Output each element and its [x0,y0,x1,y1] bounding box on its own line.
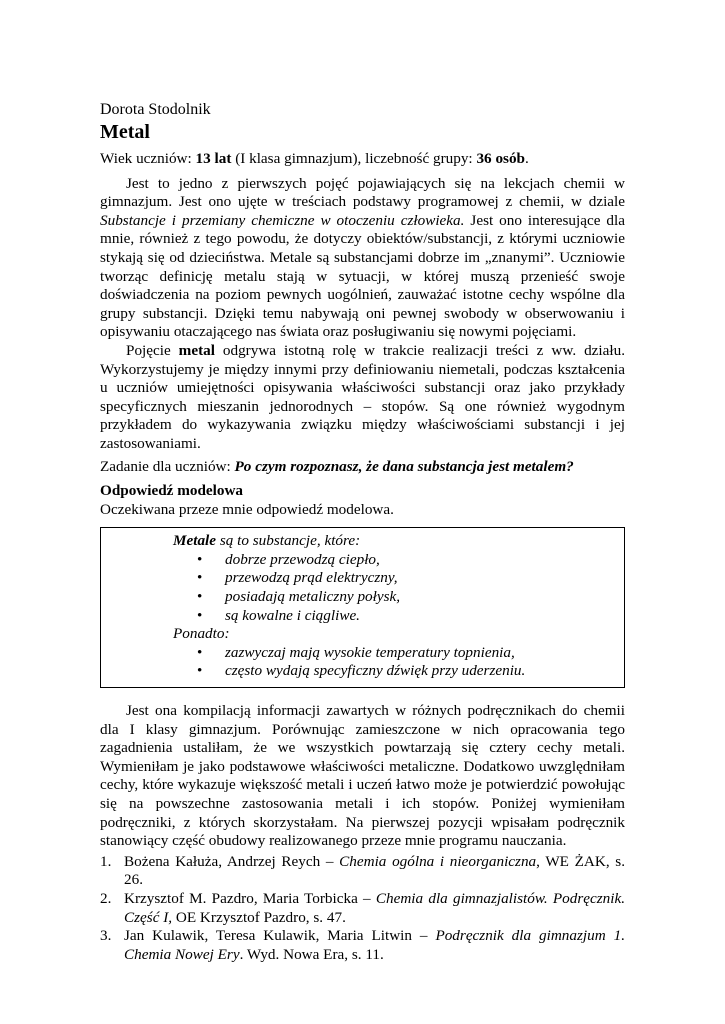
reference-publisher: OE Krzysztof Pazdro, s. 47. [172,908,346,926]
author-name: Dorota Stodolnik [100,101,211,118]
model-answer-box [100,527,625,688]
analysis-paragraph: Jest ona kompilacją informacji zawartych w różnych podręcznikach do chemii dla I klasy gimnazjum. Porównując zamieszczone w nich opracowania tego zagadnienia ustaliłam, że we wszystkich powtarzają się cztery cechy metali. Wymieniłam je jako podstawowe właściwości metaliczne. Dodatkowo uwzględniłam cechy, które wykazuje większość metali i uczeń łatwo może je potwierdzić powołując się na powszechne zastosowania metali i ich stopów. Poniżej wymieniłam podręczniki, z których skorzystałam. Na pierwszej pozycji wpisałam podręcznik stanowiący część obudowy realizowanego przeze mnie programu nauczania. [100,702,625,850]
document-title: Metal [100,121,150,143]
document-content [100,100,625,964]
list-item [197,550,614,570]
meta-end: . [524,150,529,167]
reference-number: 2. [100,889,112,907]
model-extra-list [173,644,614,681]
task-question: Po czym rozpoznasz, że dana substancja jest metalem? [234,457,574,475]
list-item [197,662,614,681]
list-item-text: posiadają metaliczny połysk, [225,588,401,606]
intro-p1-section-name: Substancje i przemiany chemiczne w otoczeniu człowieka. [100,211,465,229]
reference-item [100,927,625,964]
model-heading: Odpowiedź modelowa [100,482,244,500]
list-item [197,643,614,663]
model-subheading: Oczekiwana przeze mnie odpowiedź modelowa. [100,500,394,518]
list-item-text: często wydają specyficzny dźwięk przy uderzeniu. [225,662,526,680]
model-property-list [173,551,614,625]
list-item [197,588,614,607]
meta-age-value: 13 lat [195,150,232,167]
bullet-icon: • [197,662,203,680]
list-item [197,569,614,588]
reference-title: Chemia ogólna i nieorganiczna [339,852,537,870]
model-extra-label: Ponadto: [173,625,230,643]
list-item [197,606,614,626]
reference-number: 3. [100,927,112,945]
intro-p1-text-b: Jest ono interesujące dla mnie, również z tego powodu, że dotyczy obiektów/substancji, z którymi uczniowie stykają się od dzieciństwa. Metale są substancjami dobrze im „znanymi”. Uczniowie tworząc definicję metalu stają w sytuacji, w której muszą przenieść swoje doświadczenia na poziom pewnych uogólnień, zauważać istotne cechy wspólne dla grupy substancji. Dzięki temu nabywają oni pewnej swobody w obserwowaniu i opisywaniu otaczającego nas świata oraz posługiwaniu się nowymi pojęciami. [100,211,625,341]
reference-number: 1. [100,852,112,870]
intro-p1-text-a: Jest to jedno z pierwszych pojęć pojawiających się na lekcjach chemii w gimnazjum. Jest ono ujęte w treściach podstawy programowej z chemii, w dziale [100,174,625,211]
model-lead-text: są to substancje, które: [216,532,361,550]
meta-age-label: Wiek uczniów: [100,150,196,167]
model-lead [173,532,614,551]
reference-authors: Krzysztof M. Pazdro, Maria Torbicka – [124,889,376,907]
reference-title: Podręcznik dla gimnazjum 1. Chemia Nowej Ery [124,927,626,963]
intro-paragraph-1 [100,175,625,342]
bullet-icon: • [197,606,203,624]
task-label: Zadanie dla uczniów: [100,457,235,475]
reference-list [100,853,625,965]
meta-age-note: (I klasa gimnazjum), liczebność grupy: [231,150,477,167]
lesson-meta [100,150,625,169]
bullet-icon: • [197,550,203,568]
intro-p2-keyword: metal [178,341,215,359]
list-item-text: przewodzą prąd elektryczny, [225,569,398,587]
reference-title: Chemia dla gimnazjalistów. Podręcznik. Część I, [124,889,625,926]
bullet-icon: • [197,643,203,661]
task-line [100,458,625,477]
list-item-text: są kowalne i ciągliwe. [225,606,360,624]
meta-group-value: 36 osób [476,150,525,167]
intro-paragraph-2 [100,342,625,454]
list-item-text: zazwyczaj mają wysokie temperatury topnienia, [225,643,515,661]
reference-item [100,890,625,927]
intro-p2-text-b: odgrywa istotną rolę w trakcie realizacji treści z ww. działu. Wykorzystujemy je między innymi przy definiowaniu niemetali, podczas kształcenia u uczniów umiejętności opisywania właściwości substancji oraz jako przykłady specyficznych mieszanin jednorodnych – stopów. Są one również wygodnym przykładem do wykazywania związku między właściwościami substancji i jej zastosowaniami. [100,341,625,452]
reference-publisher: . Wyd. Nowa Era, s. 11. [239,945,384,963]
reference-authors: Bożena Kałuża, Andrzej Reych – [124,852,340,870]
reference-item [100,853,625,890]
intro-p2-text-a: Pojęcie [126,341,179,359]
list-item-text: dobrze przewodzą ciepło, [225,550,380,568]
model-lead-keyword: Metale [173,532,217,550]
reference-publisher: , WE ŻAK, s. 26. [124,852,626,889]
reference-authors: Jan Kulawik, Teresa Kulawik, Maria Litwin – [124,927,436,945]
bullet-icon: • [197,569,203,587]
bullet-icon: • [197,588,203,606]
